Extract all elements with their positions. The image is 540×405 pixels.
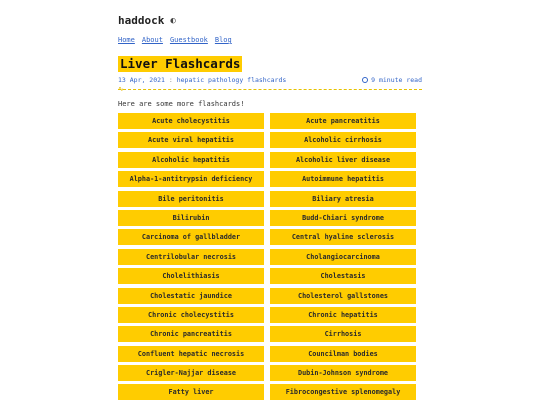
flashcard-button[interactable]: Centrilobular necrosis bbox=[118, 249, 264, 265]
intro-text: Here are some more flashcards! bbox=[118, 100, 245, 108]
post-tags-link[interactable]: hepatic pathology flashcards bbox=[176, 76, 287, 84]
flashcard-button[interactable]: Chronic hepatitis bbox=[270, 307, 416, 323]
flashcard-button[interactable]: Cholesterol gallstones bbox=[270, 288, 416, 304]
flashcard-button[interactable]: Central hyaline sclerosis bbox=[270, 229, 416, 245]
flashcard-button[interactable]: Chronic cholecystitis bbox=[118, 307, 264, 323]
nav-home-link[interactable]: Home bbox=[118, 36, 135, 44]
flashcard-button[interactable]: Fibrocongestive splenomegaly bbox=[270, 384, 416, 400]
flashcard-button[interactable]: Cirrhosis bbox=[270, 326, 416, 342]
flashcard-button[interactable]: Acute cholecystitis bbox=[118, 113, 264, 129]
flashcard-button[interactable]: Autoimmune hepatitis bbox=[270, 171, 416, 187]
flashcard-button[interactable]: Alcoholic liver disease bbox=[270, 152, 416, 168]
nav-blog-link[interactable]: Blog bbox=[214, 36, 232, 44]
post-meta bbox=[118, 76, 422, 84]
flashcard-button[interactable]: Cholangiocarcinoma bbox=[270, 249, 416, 265]
read-time: 9 minute read bbox=[371, 76, 422, 84]
flashcard-button[interactable]: Acute pancreatitis bbox=[270, 113, 416, 129]
divider bbox=[118, 89, 422, 91]
flashcard-button[interactable]: Budd-Chiari syndrome bbox=[270, 210, 416, 226]
flashcard-button[interactable]: Carcinoma of gallbladder bbox=[118, 229, 264, 245]
flashcard-button[interactable]: Cholelithiasis bbox=[118, 268, 264, 284]
nav-bar bbox=[118, 36, 232, 44]
flashcard-button[interactable]: Bile peritonitis bbox=[118, 191, 264, 207]
flashcard-button[interactable]: Councilman bodies bbox=[270, 346, 416, 362]
post-title: Liver Flashcards bbox=[120, 56, 241, 71]
divider-ornament-icon: ∿ bbox=[118, 85, 124, 93]
flashcard-button[interactable]: Fatty liver bbox=[118, 384, 264, 400]
nav-about-link[interactable]: About bbox=[141, 36, 163, 44]
flashcard-button[interactable]: Dubin-Johnson syndrome bbox=[270, 365, 416, 381]
theme-toggle-icon[interactable]: ◐ bbox=[170, 16, 176, 26]
meta-separator: : bbox=[168, 76, 177, 84]
post-date: 13 Apr, 2021 bbox=[118, 76, 165, 84]
clock-icon bbox=[362, 77, 368, 83]
flashcard-button[interactable]: Cholestatic jaundice bbox=[118, 288, 264, 304]
flashcard-grid bbox=[118, 113, 416, 400]
flashcard-button[interactable]: Bilirubin bbox=[118, 210, 264, 226]
flashcard-button[interactable]: Chronic pancreatitis bbox=[118, 326, 264, 342]
flashcard-button[interactable]: Biliary atresia bbox=[270, 191, 416, 207]
flashcard-button[interactable]: Alcoholic cirrhosis bbox=[270, 132, 416, 148]
flashcard-button[interactable]: Cholestasis bbox=[270, 268, 416, 284]
flashcard-button[interactable]: Acute viral hepatitis bbox=[118, 132, 264, 148]
site-title[interactable]: haddock bbox=[118, 14, 165, 27]
nav-guestbook-link[interactable]: Guestbook bbox=[169, 36, 208, 44]
flashcard-button[interactable]: Alcoholic hepatitis bbox=[118, 152, 264, 168]
flashcard-button[interactable]: Alpha-1-antitrypsin deficiency bbox=[118, 171, 264, 187]
flashcard-button[interactable]: Confluent hepatic necrosis bbox=[118, 346, 264, 362]
flashcard-button[interactable]: Crigler-Najjar disease bbox=[118, 365, 264, 381]
site-header bbox=[118, 14, 178, 27]
